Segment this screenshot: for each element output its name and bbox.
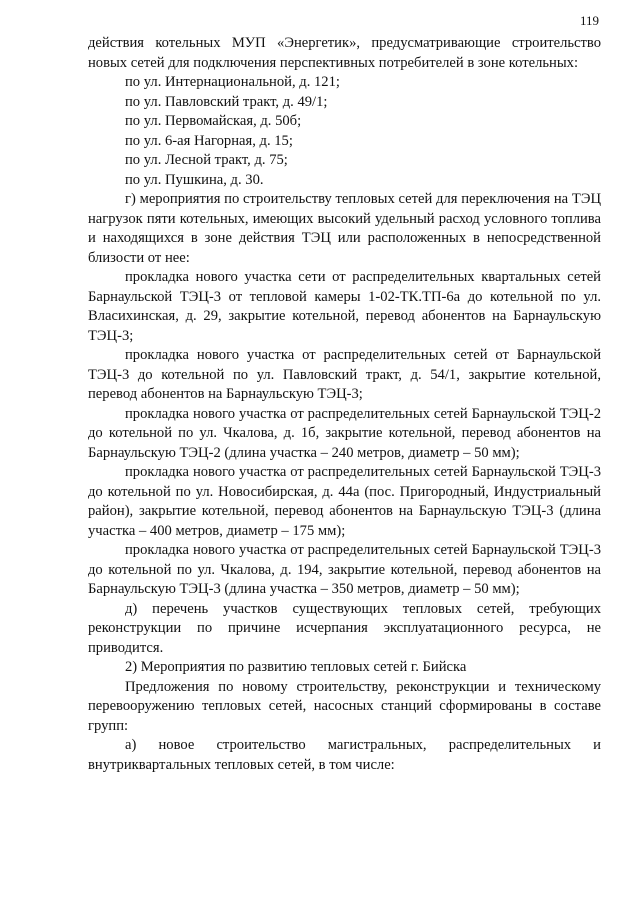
paragraph: прокладка нового участка от распределительных сетей Барнаульской ТЭЦ-2 до котельной по ул. Чкалова, д. 1б, закрытие котельной, перевод абонентов на Барнаульскую ТЭЦ-2 (длина участка – 240 метров, диаметр – 50 мм); [88, 405, 601, 461]
list-item: по ул. Первомайская, д. 50б; [125, 113, 302, 129]
section-heading: 2) Мероприятия по развитию тепловых сетей г. Бийска [125, 659, 467, 675]
paragraph: действия котельных МУП «Энергетик», предусматривающие строительство новых сетей для подключения перспективных потребителей в зоне котельных: [88, 35, 601, 71]
list-item: по ул. 6-ая Нагорная, д. 15; [125, 132, 293, 149]
list-item: по ул. Павловский тракт, д. 49/1; [125, 93, 328, 110]
paragraph: г) мероприятия по строительству тепловых сетей для переключения на ТЭЦ нагрузок пяти котельных, имеющих высокий удельный расход условного топлива и находящихся в зоне действия ТЭЦ или расположенных в непосредственной близости от нее: [88, 191, 601, 266]
paragraph: прокладка нового участка сети от распределительных квартальных сетей Барнаульской ТЭЦ-3 от тепловой камеры 1-02-ТК.ТП-6а до котельной по ул. Власихинская, д. 29, закрытие котельной, перевод абонентов на Барнаульскую ТЭЦ-3; [88, 269, 601, 344]
paragraph: прокладка нового участка от распределительных сетей Барнаульской ТЭЦ-3 до котельной по ул. Новосибирская, д. 44а (пос. Пригородный, Индустриальный район), закрытие котельной, перевод абонентов на Барнаульскую ТЭЦ-3 (длина участка – 400 метров, диаметр – 175 мм); [88, 464, 601, 539]
paragraph: Предложения по новому строительству, реконструкции и техническому перевооружению тепловых сетей, насосных станций сформированы в составе групп: [88, 678, 601, 734]
list-item: по ул. Пушкина, д. 30. [125, 171, 264, 188]
paragraph: прокладка нового участка от распределительных сетей Барнаульской ТЭЦ-3 до котельной по ул. Чкалова, д. 194, закрытие котельной, перевод абонентов на Барнаульскую ТЭЦ-3 (длина участка – 350 метров, диаметр – 50 мм); [88, 542, 601, 597]
page-number: 119 [579, 13, 599, 28]
paragraph: д) перечень участков существующих тепловых сетей, требующих реконструкции по причине исчерпания эксплуатационного ресурса, не приводится. [88, 600, 601, 656]
list-item: по ул. Лесной тракт, д. 75; [125, 152, 288, 168]
body-text [88, 34, 601, 775]
list-item: по ул. Интернациональной, д. 121; [125, 74, 340, 90]
paragraph: прокладка нового участка от распределительных сетей от Барнаульской ТЭЦ-3 до котельной по ул. Павловский тракт, д. 54/1, закрытие котельной, перевод абонентов на Барнаульскую ТЭЦ-3; [88, 347, 601, 402]
paragraph: а) новое строительство магистральных, распределительных и внутриквартальных тепловых сетей, в том числе: [88, 737, 601, 773]
